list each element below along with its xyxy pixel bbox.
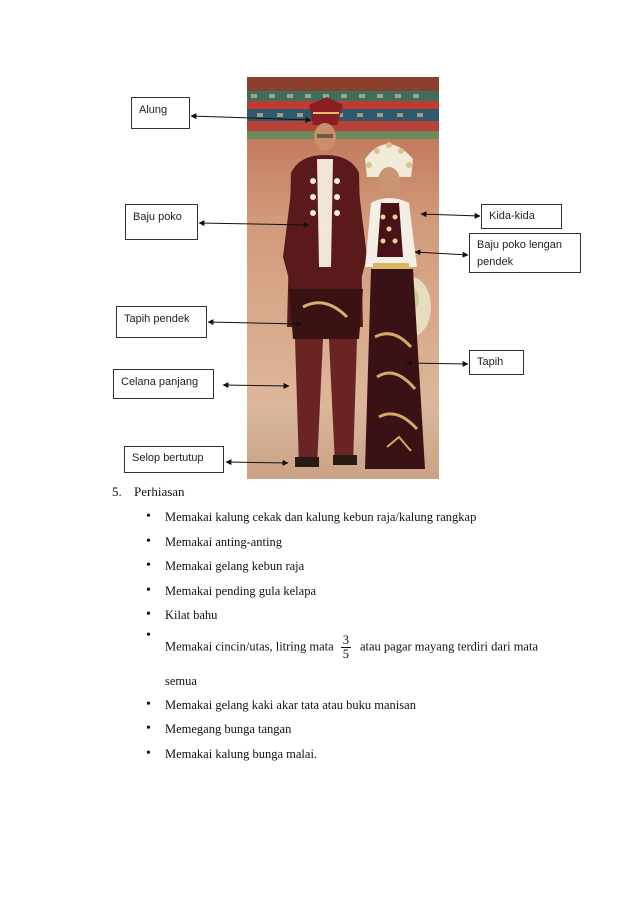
callout-kida-kida <box>481 204 562 229</box>
callout-tapih-pendek <box>116 306 207 338</box>
fraction-denominator: 5 <box>342 646 349 661</box>
callout-celana-panjang <box>113 369 214 399</box>
perhiasan-list <box>146 505 586 766</box>
list-item: • Memakai pending gula kelapa <box>146 579 586 604</box>
list-item-cincin <box>146 628 586 689</box>
cincin-text-before: Memakai cincin/utas, litring mata <box>165 638 334 653</box>
list-item: • Memakai kalung bunga malai. <box>146 742 586 767</box>
callout-tapih-label: Tapih <box>477 356 504 368</box>
callout-kida-kida-label: Kida-kida <box>489 210 535 222</box>
fraction <box>341 634 351 661</box>
section-number: 5. <box>112 484 122 499</box>
callout-selop-bertutup <box>124 446 224 473</box>
callout-baju-poko-lengan-pendek-line2: pendek <box>477 256 514 268</box>
list-item: • Memakai gelang kebun raja <box>146 554 586 579</box>
section-title: Perhiasan <box>134 484 185 499</box>
callout-tapih-pendek-label: Tapih pendek <box>124 313 190 325</box>
callout-selop-bertutup-label: Selop bertutup <box>132 452 204 464</box>
callout-baju-poko-lengan-pendek-line1: Baju poko lengan <box>477 239 563 251</box>
callout-alung <box>131 97 190 129</box>
callout-celana-panjang-label: Celana panjang <box>121 376 199 388</box>
list-item: • Memakai gelang kaki akar tata atau buku manisan <box>146 693 586 718</box>
list-item: • Kilat bahu <box>146 603 586 628</box>
callout-alung-label: Alung <box>139 104 168 116</box>
section-heading <box>112 484 185 500</box>
callout-baju-poko <box>125 204 198 240</box>
fraction-numerator: 3 <box>342 632 349 647</box>
list-item: • Memakai kalung cekak dan kalung kebun raja/kalung rangkap <box>146 505 586 530</box>
list-item: • Memakai anting-anting <box>146 530 586 555</box>
callout-baju-poko-label: Baju poko <box>133 211 182 223</box>
cincin-text-after: atau pagar mayang terdiri dari mata <box>359 638 538 653</box>
callout-baju-poko-lengan-pendek <box>469 233 581 273</box>
cincin-continuation: semua <box>165 673 197 688</box>
wedding-couple-photo <box>247 77 439 479</box>
callout-tapih <box>469 350 524 375</box>
list-item: • Memegang bunga tangan <box>146 717 586 742</box>
